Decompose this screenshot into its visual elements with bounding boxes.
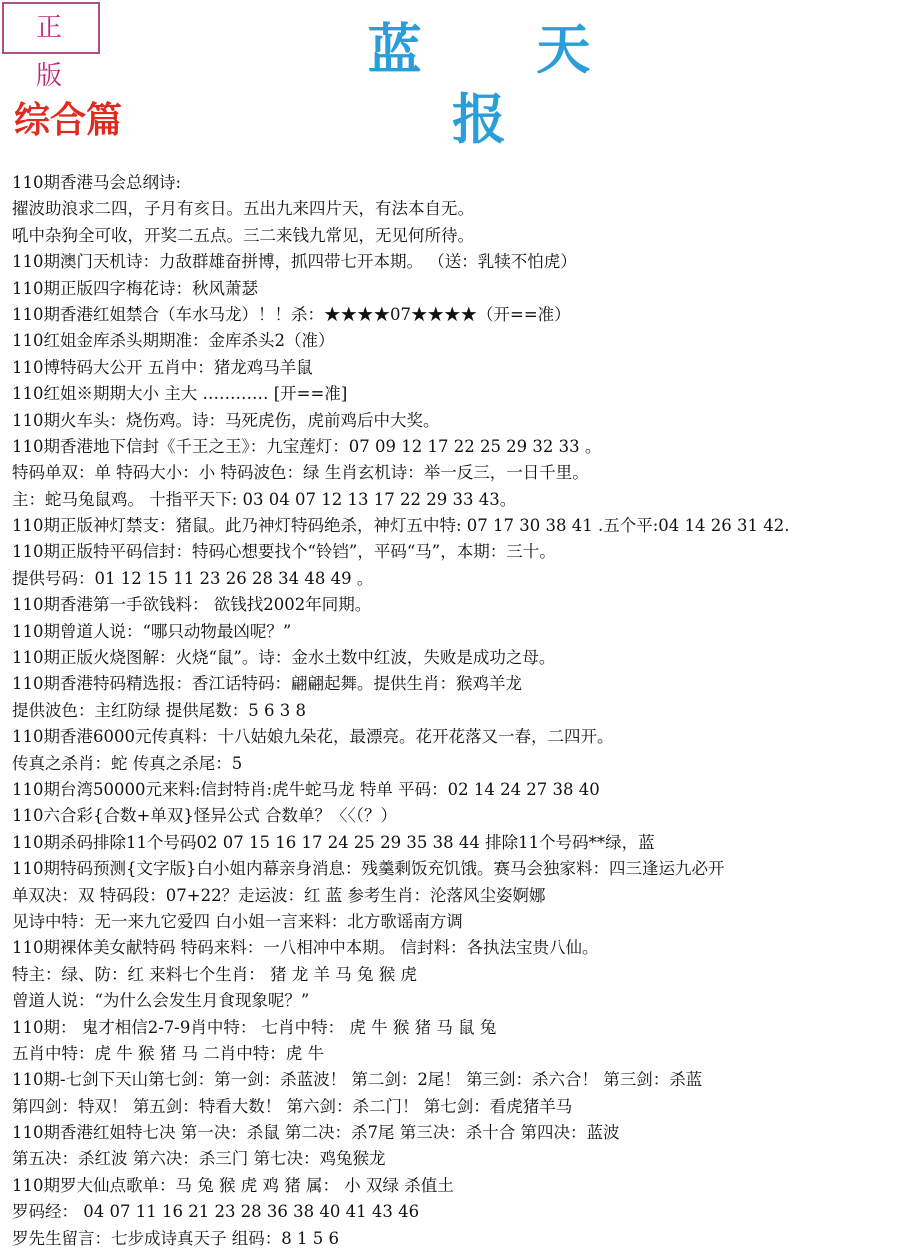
text-line: 110红姐※期期大小 主大 ………… [开==准]: [12, 384, 348, 404]
text-line: 110期正版火烧图解：火烧“鼠”。诗：金水土数中红波，失败是成功之母。: [12, 648, 556, 668]
text-line: 110期香港马会总纲诗:: [12, 173, 182, 192]
text-line: 第四剑：特双！ 第五剑：特看大数！ 第六剑：杀二门！ 第七剑：看虎猪羊马: [12, 1096, 573, 1116]
text-line: 特主：绿、防：红 来料七个生肖： 猪 龙 羊 马 兔 猴 虎: [12, 964, 417, 984]
text-line: 罗码经： 04 07 11 16 21 23 28 36 38 40 41 43 46: [12, 1202, 420, 1222]
article-body: [12, 170, 897, 1252]
text-line: 曾道人说：“为什么会发生月食现象呢？”: [12, 991, 310, 1011]
text-line: 110期罗大仙点歌单：马 兔 猴 虎 鸡 猪 属： 小 双绿 杀值土: [12, 1175, 454, 1195]
text-line: 110期正版四字梅花诗：秋风萧瑟: [12, 278, 258, 298]
text-line: 擢波助浪求二四，子月有亥日。五出九来四片天，有法本自无。: [12, 199, 474, 219]
page-title: 蓝 天 报: [367, 17, 639, 151]
text-line: 110期裸体美女献特码 特码来料：一八相冲中本期。 信封料：各执法宝贵八仙。: [12, 938, 599, 958]
text-line: 传真之杀肖：蛇 传真之杀尾：5: [12, 753, 243, 773]
text-line: 110期-七剑下天山第七剑：第一剑：杀蓝波！ 第二剑：2尾！ 第三剑：杀六合！ 第三剑：杀蓝: [12, 1070, 703, 1090]
text-line: 110期杀码排除11个号码02 07 15 16 17 24 25 29 35 38 44 排除11个号码**绿，蓝: [12, 832, 655, 852]
text-line: 见诗中特：无一来九它爱四 白小姐一言来料：北方歌谣南方调: [12, 911, 463, 931]
text-line: 110红姐金库杀头期期准：金库杀头2（准）: [12, 331, 335, 351]
text-line: 110期曾道人说：“哪只动物最凶呢？”: [12, 621, 292, 641]
text-line: 罗先生留言：七步成诗真天子 组码：8 1 5 6: [12, 1228, 339, 1248]
text-line: 特码单双：单 特码大小：小 特码波色：绿 生肖玄机诗：举一反三，一日千里。: [12, 463, 589, 483]
text-line: 110期香港6000元传真料：十八姑娘九朵花，最漂亮。花开花落又一春，二四开。: [12, 727, 614, 747]
text-line: 110期特码预测{文字版}白小姐内幕亲身消息：残羹剩饭充饥饿。赛马会独家料：四三逢运九必开: [12, 859, 725, 879]
text-line: 单双决：双 特码段：07+22？走运波：红 蓝 参考生肖：沦落风尘姿婀娜: [12, 885, 546, 905]
text-line: 110期香港特码精选报：香江话特码：翩翩起舞。提供生肖：猴鸡羊龙: [12, 674, 522, 694]
text-line: 110期香港红姐禁合（车水马龙）！！杀：★★★★07★★★★（开==准）: [12, 304, 571, 324]
text-line: 110期香港红姐特七决 第一决：杀鼠 第二决：杀7尾 第三决：杀十合 第四决：蓝波: [12, 1123, 620, 1143]
text-line: 提供号码：01 12 15 11 23 26 28 34 48 49 。: [12, 568, 374, 588]
text-line: 110期火车头：烧伤鸡。诗：马死虎伤，虎前鸡后中大奖。: [12, 410, 440, 430]
text-line: 110期正版特平码信封：特码心想要找个“铃铛”，平码“马”，本期：三十。: [12, 542, 556, 562]
text-line: 110期： 鬼才相信2-7-9肖中特： 七肖中特： 虎 牛 猴 猪 马 鼠 兔: [12, 1017, 497, 1037]
section-heading: 综合篇: [14, 99, 123, 141]
text-line: 110期香港地下信封《千王之王》：九宝莲灯：07 09 12 17 22 25 29 32 33 。: [12, 436, 602, 456]
text-line: 第五决：杀红波 第六决：杀三门 第七决：鸡兔猴龙: [12, 1149, 386, 1169]
text-line: 110博特码大公开 五肖中：猪龙鸡马羊鼠: [12, 357, 313, 377]
text-line: 吼中杂狗全可收，开奖二五点。三二来钱九常见，无见何所待。: [12, 225, 474, 245]
text-line: 主：蛇马兔鼠鸡。 十指平天下: 03 04 07 12 13 17 22 29 33 43。: [12, 489, 517, 509]
text-line: 110期台湾50000元来料:信封特肖:虎牛蛇马龙 特单 平码：02 14 24 27 38 40: [12, 779, 600, 799]
genuine-badge: 正 版: [2, 2, 100, 54]
text-line: 110期香港第一手欲钱料： 欲钱找2002年同期。: [12, 595, 372, 615]
text-line: 提供波色：主红防绿 提供尾数：5 6 3 8: [12, 700, 306, 720]
text-line: 110期正版神灯禁支：猪鼠。此乃神灯特码绝杀，神灯五中特: 07 17 30 38 41 .五个平:04 14 26 31 42.: [12, 516, 790, 536]
text-line: 110期澳门天机诗：力敌群雄奋拼博，抓四带七开本期。 （送：乳犊不怕虎）: [12, 252, 577, 272]
text-line: 五肖中特：虎 牛 猴 猪 马 二肖中特：虎 牛: [12, 1043, 324, 1063]
text-line: 110六合彩{合数+单双}怪异公式 合数单？〈〈（？）: [12, 806, 398, 826]
